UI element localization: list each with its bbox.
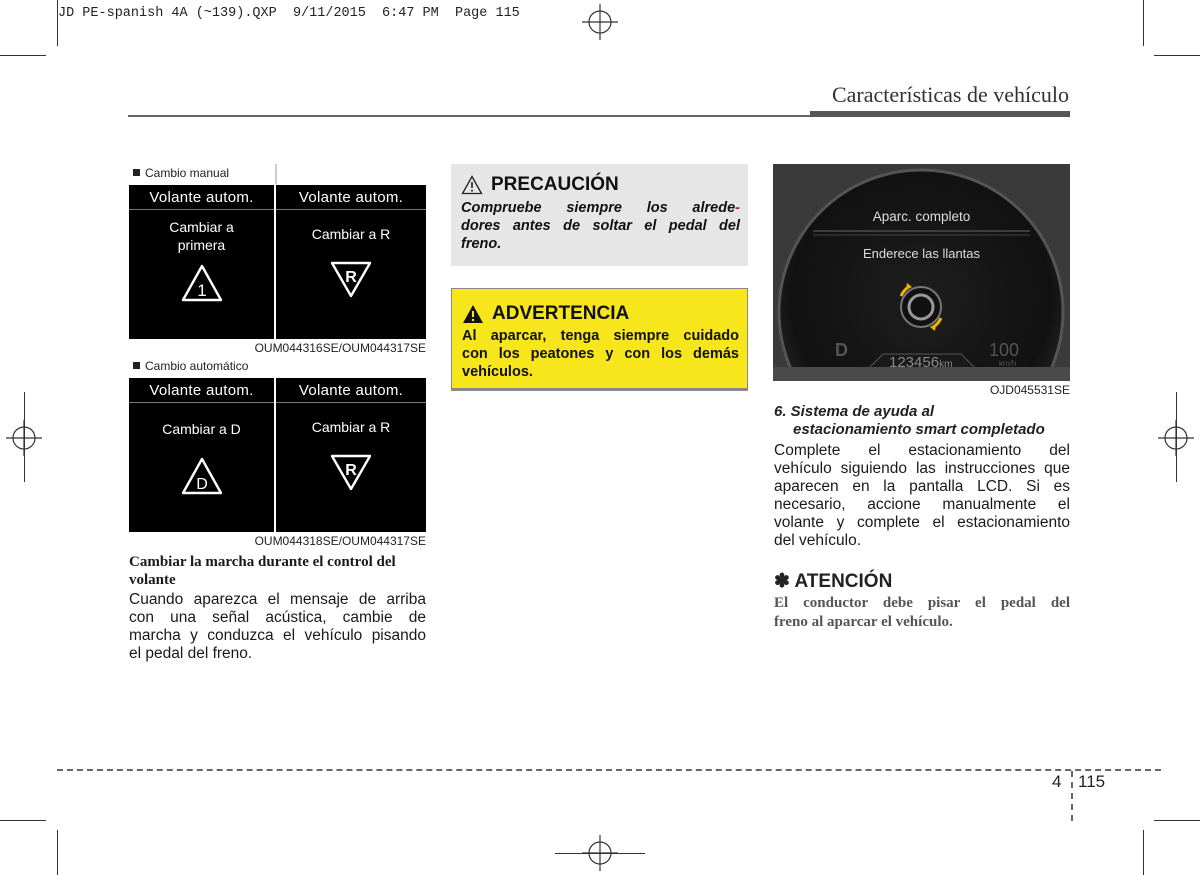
cluster-speed-unit: km/h [999,359,1017,368]
caution-title: PRECAUCIÓN [461,174,619,196]
figure-id: OUM044316SE/OUM044317SE [254,341,426,355]
crop-mark [24,392,25,482]
caution-triangle-icon [461,175,483,195]
panel-title: Volante autom. [129,378,274,403]
instrument-cluster-image [773,164,1070,381]
crop-mark [57,830,58,875]
figure-id: OUM044318SE/OUM044317SE [254,534,426,548]
shift-drive-triangle-icon [180,456,224,496]
atencion-title: ✽ ATENCIÓN [774,571,893,592]
footer-separator [1071,771,1073,821]
warning-title: ADVERTENCIA [462,303,629,325]
crop-mark [57,0,58,46]
section-title: 6. Sistema de ayuda al estacionamiento smart completado [774,403,1045,438]
running-head: Características de vehículo [831,82,1069,107]
warning-triangle-icon [462,304,484,324]
panel-title: Volante autom. [276,185,426,210]
body-paragraph: Complete el estacionamiento del vehículo siguiendo las instrucciones que aparecen en la pantalla LCD. Si es necesario, accione manualmente el volante y complete el estacionamiento del vehículo. [774,442,1070,549]
warning-text: Al aparcar, tenga siempre cuidado con los peatones y con los demás vehículos. [462,328,739,380]
cluster-gear-indicator: D [835,340,848,360]
crop-mark [555,853,645,854]
print-slug: JD PE-spanish 4A (~139).QXP 9/11/2015 6:47 PM Page 115 [58,6,520,21]
panel-title: Volante autom. [129,185,274,210]
registration-mark-icon [582,4,618,40]
figure-caption: Cambio automático [133,359,248,373]
panel-message: Cambiar a R [311,419,391,435]
page-number: 115 [1078,772,1106,791]
panel-title: Volante autom. [276,378,426,403]
cluster-speed: 100 [989,340,1020,360]
panel-message: Cambiar a R [311,226,391,242]
shift-reverse-triangle-icon [329,259,373,299]
crop-mark [1143,830,1144,875]
warning-underline [451,389,748,391]
shift-warning-triangle-icon [180,263,224,303]
chapter-number: 4 [1052,772,1062,791]
panel-message: Cambiar a primera [169,219,234,253]
svg-text:D: D [195,476,208,493]
svg-text:R: R [345,269,357,286]
crop-mark [0,820,46,821]
warning-box [451,288,748,389]
crop-mark [1176,392,1177,482]
figure-caption: Cambio manual [133,166,229,180]
panel-message: Cambiar a D [162,421,241,437]
header-rule-thick [810,111,1070,117]
crop-mark [1154,820,1200,821]
cluster-message-2: Enderece las llantas [862,246,981,261]
cluster-graphic [773,164,1070,381]
lcd-panel-auto-right [276,378,426,532]
cluster-message-1: Aparc. completo [872,209,971,224]
atencion-text: El conductor debe pisar el pedal del freno al aparcar el vehículo. [774,595,1070,630]
svg-text:R: R [345,462,357,479]
shift-reverse-triangle-icon [329,452,373,492]
crop-mark [1143,0,1144,46]
lcd-panel-manual-left [129,185,274,339]
svg-text:1: 1 [196,281,207,300]
figure-id: OJD045531SE [989,383,1070,397]
cluster-odometer: 123456km [889,354,953,371]
section-heading: Cambiar la marcha durante el control del volante [129,554,396,588]
lcd-panel-auto-left [129,378,274,532]
body-paragraph: Cuando aparezca el mensaje de arriba con una señal acústica, cambie de marcha y conduzca el vehículo pisando el pedal del freno. [129,591,426,662]
caption-spacer [275,164,425,184]
header-rule [128,115,810,117]
caution-box [451,164,748,266]
crop-mark [0,55,46,56]
footer-rule [57,769,1161,771]
caution-text: Compruebe siempre los alrede- dores antes de soltar el pedal del freno. [461,200,740,252]
crop-mark [1154,55,1200,56]
lcd-panel-manual-right [276,185,426,339]
